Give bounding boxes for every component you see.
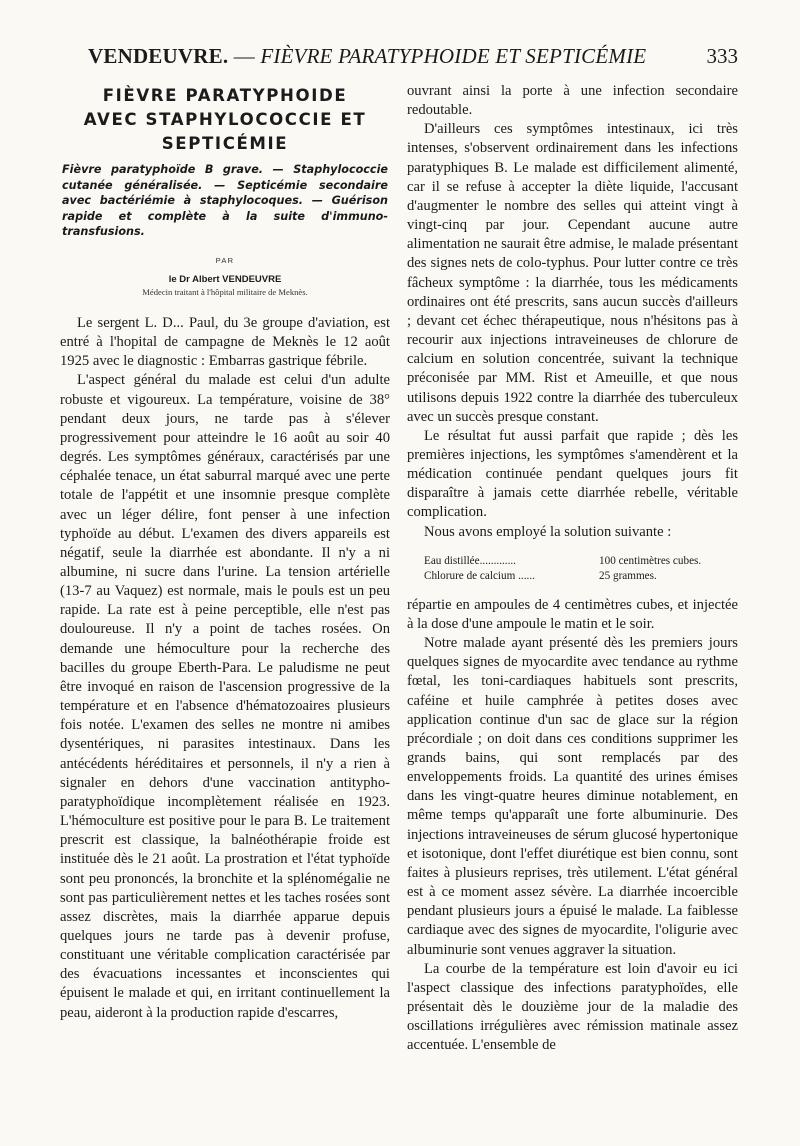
body-paragraph: D'ailleurs ces symptômes intestinaux, ici très intenses, s'observent ordinairement dans les infections paratyphiques B. Le malade est difficilement alimenté, car il se refuse à accepter la diète liquide, l'accusant d'augmenter le nombre des selles qui atteint vingt à vingt-cinq par jour. Cependant aucune autre alimentation ne saurait être admise, le malade présentant des signes nets de colo-typhus. Pour lutter contre ce très fâcheux symptôme : la diarrhée, tous les médicaments ordinaires ont été prescrits, sans aucun succès d'ailleurs ; devant cet échec thérapeutique, nous n'hésitons pas à recourir aux injections intraveineuses de chlorure de calcium en solution concentrée, suivant la technique préconisée par MM. Rist et Ameuille, et que nous utilisons depuis 1922 contre la diarrhée des tuberculeux avec un succès presque constant. (407, 121, 738, 425)
body-paragraph: L'aspect général du malade est celui d'un adulte robuste et vigoureux. La température, voisine de 38° pendant deux jours, ne tarde pas à s'élever progressivement pour atteindre le 16 août au soir 40 degrés. Les symptômes généraux, caractérisés par une céphalée tenace, un état saburral marqué avec une perte totale de l'appétit et une insomnie presque complète avec un léger délire, font penser à une infection typhoïde au début. L'examen des divers appareils est négatif, seule la diarrhée est abondante. Il n'y a ni albumine, ni sucre dans l'urine. La tension artérielle (13-7 au Vaquez) est normale, mais le pouls est un peu rapide. La rate est à peine perceptible, elle n'est pas douloureuse. Il n'y a point de taches rosées. On demande une hémoculture pour la recherche des bacilles du groupe Eberth-Para. Le paludisme ne peut être invoqué en raison de l'ascension progressive de la température et en l'absence d'hématozoaires plusieurs fois notée. L'examen des selles ne montre ni amibes dysentériques, ni parasites intestinaux. Dans les antécédents héréditaires et personnels, il n'y a rien à signaler en dehors d'une vaccination antitypho-paratyphoïdique incomplètement réalisée en 1923. L'hémoculture est positive pour le para B. Le traitement prescrit est classique, la balnéothérapie froide est instituée dès le 21 août. La prostration et l'état typhoïde sont peu prononcés, la bronchite et la splénomégalie ne sont pas particulièrement nettes et les taches rosées sont assez discrètes, mais la diarrhée apparue depuis quelques jours ne tarde pas à devenir profuse, constituant une véritable complication caractérisée par des évacuations incessantes et inconscientes qui épuisent le malade et qui, en irritant continuellement la peau, aideront à la production rapide d'escarres, (60, 372, 390, 1021)
running-author: VENDEUVRE. (88, 44, 229, 68)
formula-amount: 25 grammes. (599, 569, 657, 582)
solution-formula (424, 554, 701, 584)
article-title-line: AVEC STAPHYLOCOCCIE ET (83, 110, 367, 129)
byline-author: le Dr Albert VENDEUVRE (168, 273, 282, 285)
body-paragraph: Le sergent L. D... Paul, du 3e groupe d'aviation, est entré à l'hopital de campagne de Meknès le 12 août 1925 avec le diagnostic : Embarras gastrique fébrile. (60, 314, 390, 370)
formula-amount: 100 centimètres cubes. (599, 554, 702, 567)
formula-row (424, 569, 701, 584)
running-header (88, 44, 738, 74)
page-number: 333 (706, 44, 738, 68)
left-column (60, 82, 390, 1146)
formula-row (424, 554, 701, 569)
running-dash: — (228, 44, 261, 68)
byline-par: PAR (215, 255, 235, 265)
formula-ingredient: Eau distillée............. (424, 554, 516, 567)
body-paragraph: La courbe de la température est loin d'avoir eu ici l'aspect classique des infections paratyphoïdes, elle présentait dès le douzième jour de la maladie des oscillations irrégulières avec rémission matinale assez accentuée. L'ensemble de (407, 960, 738, 1054)
body-paragraph: Nous avons employé la solution suivante : (424, 523, 672, 540)
body-paragraph: Notre malade ayant présenté dès les premiers jours quelques signes de myocardite avec tendance au rythme fœtal, les toni-cardiaques habituels sont prescrits, caféine et huile camphrée à petites doses avec application continue d'un sac de glace sur la région précordiale ; on doit dans ces conditions supprimer les grands bains, qui sont remplacés par des enveloppements froids. La quantité des urines émises dans les vingt-quatre heures diminue notablement, en même temps qu'apparaît une forte albuminurie. Des injections intraveineuses de sérum glucosé hypertonique et isotonique, dont l'effet diurétique est bien connu, sont faites à plusieurs reprises, très utilement. L'état général est à ce moment assez sévère. La diarrhée incoercible pendant plusieurs jours a épuisé le malade. La faiblesse cardiaque avec des signes de myocardite, l'oligurie avec albuminurie sont venues aggraver la situation. (407, 635, 738, 958)
body-paragraph-continued: répartie en ampoules de 4 centimètres cubes, et injectée à la dose d'une ampoule le matin et le soir. (407, 596, 738, 632)
article-title-line: FIÈVRE PARATYPHOIDE (102, 86, 348, 105)
body-paragraph: Le résultat fut aussi parfait que rapide ; dès les premières injections, les symptômes s'amendèrent et la médication continuée pendant quelques jours fit disparaître à jamais cette diarrhée rebelle, véritable complication. (407, 427, 738, 521)
article-title (60, 84, 390, 156)
article-summary: Fièvre paratyphoïde B grave. — Staphylococcie cutanée généralisée. — Septicémie secondaire avec bactériémie à staphylocoques. — Guérison rapide et complète à la suite d'immuno-transfusions. (62, 163, 388, 239)
running-title (88, 44, 646, 69)
right-column (407, 82, 738, 1146)
running-subject: FIÈVRE PARATYPHOIDE ET SEPTICÉMIE (260, 44, 647, 68)
byline-affiliation: Médecin traitant à l'hôpital militaire de Meknès. (142, 286, 308, 297)
formula-ingredient: Chlorure de calcium ...... (424, 569, 535, 582)
body-paragraph-continued: ouvrant ainsi la porte à une infection secondaire redoutable. (407, 83, 738, 119)
article-title-line: SEPTICÉMIE (161, 134, 289, 153)
